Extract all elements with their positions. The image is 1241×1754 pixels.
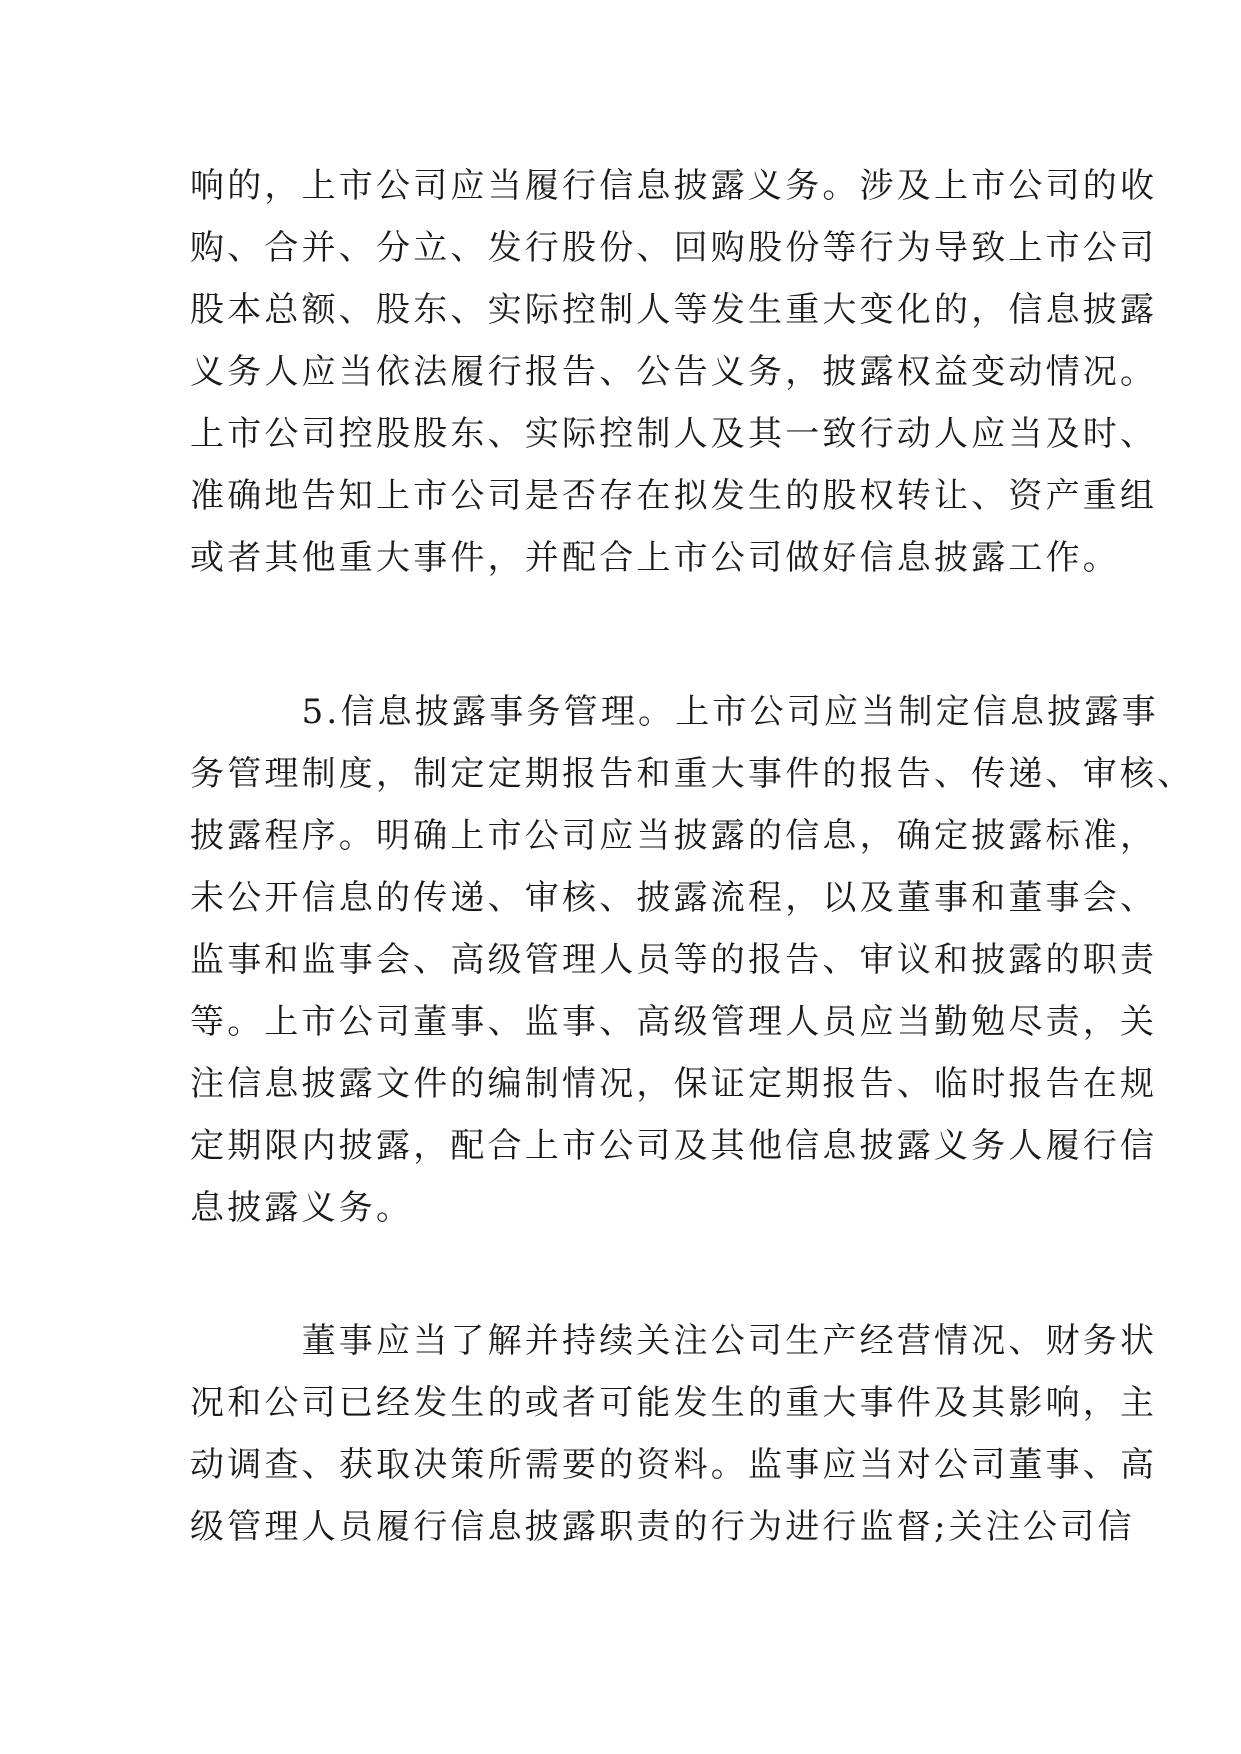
text-line: 监事和监事会、高级管理人员等的报告、审议和披露的职责: [190, 940, 1158, 980]
text-line: 级管理人员履行信息披露职责的行为进行监督;关注公司信: [190, 1507, 1135, 1547]
text-line: 未公开信息的传递、审核、披露流程，以及董事和董事会、: [190, 878, 1158, 918]
paragraph-director-duties: [190, 1310, 1158, 1558]
text-line: 定期限内披露，配合上市公司及其他信息披露义务人履行信: [190, 1126, 1158, 1166]
text-line: 响的，上市公司应当履行信息披露义务。涉及上市公司的收: [190, 166, 1158, 206]
text-line: 况和公司已经发生的或者可能发生的重大事件及其影响，主: [190, 1383, 1158, 1423]
text-line: 5.信息披露事务管理。上市公司应当制定信息披露事: [190, 692, 1159, 732]
text-line: 准确地告知上市公司是否存在拟发生的股权转让、资产重组: [190, 476, 1158, 516]
text-line: 注信息披露文件的编制情况，保证定期报告、临时报告在规: [190, 1064, 1158, 1104]
paragraph-disclosure-management: [190, 681, 1195, 1239]
text-line: 董事应当了解并持续关注公司生产经营情况、财务状: [190, 1321, 1158, 1361]
text-line: 义务人应当依法履行报告、公告义务，披露权益变动情况。: [190, 352, 1158, 392]
paragraph-disclosure-obligations: [190, 155, 1158, 589]
text-line: 或者其他重大事件，并配合上市公司做好信息披露工作。: [190, 538, 1120, 578]
text-line: 息披露义务。: [190, 1188, 414, 1228]
text-line: 上市公司控股股东、实际控制人及其一致行动人应当及时、: [190, 414, 1158, 454]
text-line: 等。上市公司董事、监事、高级管理人员应当勤勉尽责，关: [190, 1002, 1158, 1042]
text-line: 股本总额、股东、实际控制人等发生重大变化的，信息披露: [190, 290, 1158, 330]
text-line: 务管理制度，制定定期报告和重大事件的报告、传递、审核、: [190, 754, 1195, 794]
text-line: 披露程序。明确上市公司应当披露的信息，确定披露标准，: [190, 816, 1158, 856]
text-line: 动调查、获取决策所需要的资料。监事应当对公司董事、高: [190, 1445, 1158, 1485]
text-line: 购、合并、分立、发行股份、回购股份等行为导致上市公司: [190, 228, 1158, 268]
